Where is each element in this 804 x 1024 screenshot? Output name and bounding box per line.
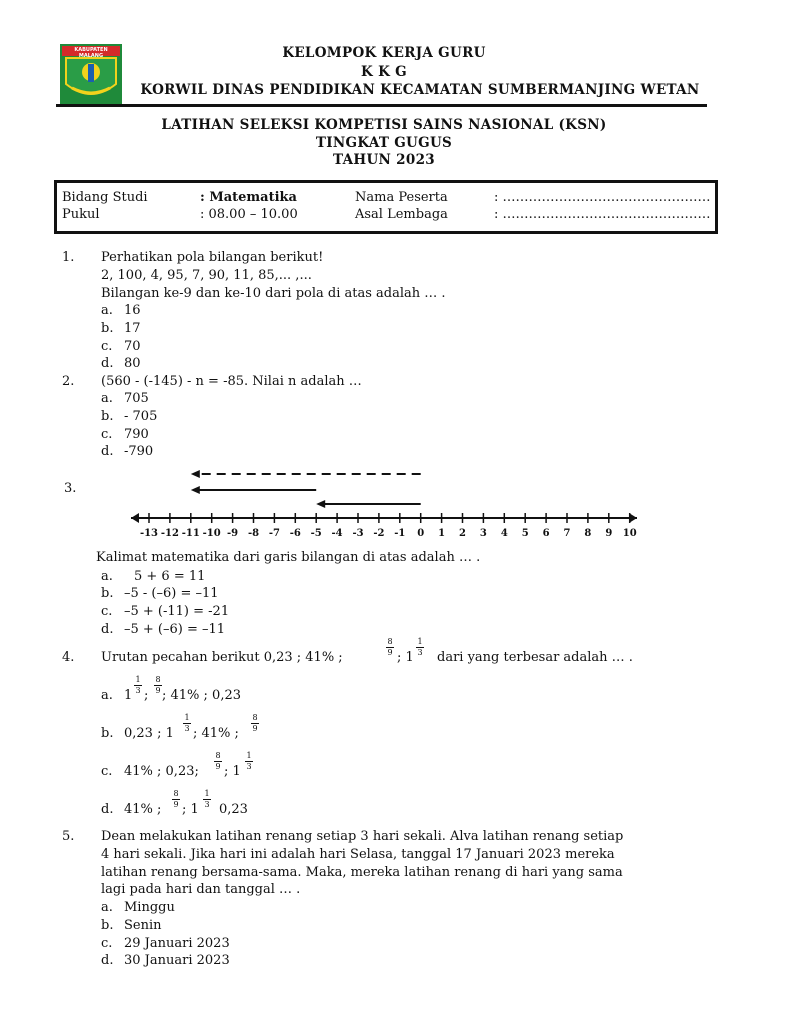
q1-question: Bilangan ke-9 dan ke-10 dari pola di atas adalah … . — [101, 286, 446, 301]
tick-label: -3 — [352, 528, 364, 539]
header-line-kkg: K K G — [361, 64, 407, 80]
q4-option-a[interactable]: 1 1 3 ; 8 9 ; 41% ; 0,23 — [124, 675, 241, 703]
fraction-8-9: 8 9 — [387, 637, 393, 657]
q1-option-b[interactable]: 17 — [124, 321, 141, 336]
tick-label: -8 — [247, 528, 260, 539]
q4-option-d-label: d. — [101, 802, 114, 817]
q4-text-part3: dari yang terbesar adalah … . — [437, 650, 633, 665]
q4-option-d[interactable]: 41% ; 8 9 ; 1 1 3 0,23 — [124, 789, 248, 817]
q2-option-a[interactable]: 705 — [124, 391, 149, 406]
q1-option-d-label: d. — [101, 356, 114, 371]
fraction-8-9: 8 9 — [173, 789, 179, 809]
number-line-diagram — [125, 460, 645, 539]
q4-text-part2: ; 1 — [397, 650, 414, 665]
q1-option-c[interactable]: 70 — [124, 339, 141, 354]
fraction-8-9: 8 9 — [155, 675, 161, 695]
q3-option-d[interactable]: –5 + (–6) = –11 — [124, 622, 226, 637]
q2-option-c-label: c. — [101, 427, 113, 442]
q3-question: Kalimat matematika dari garis bilangan di atas adalah … . — [96, 550, 481, 565]
tick-label: -13 — [139, 528, 159, 539]
q4-number: 4. — [62, 650, 75, 665]
tick-label: -9 — [227, 528, 239, 539]
tick-label: 10 — [622, 528, 637, 539]
fraction-1-3: 1 3 — [135, 675, 141, 695]
tick-label: 9 — [605, 528, 613, 539]
q4-option-b-label: b. — [101, 726, 114, 741]
q1-option-a-label: a. — [101, 303, 113, 318]
nama-peserta-label: Nama Peserta — [355, 190, 448, 205]
tick-label: 4 — [500, 528, 508, 539]
q5-option-b-label: b. — [101, 918, 114, 933]
q1-option-b-label: b. — [101, 321, 114, 336]
tick-label: 5 — [521, 528, 529, 539]
q5-option-c[interactable]: 29 Januari 2023 — [124, 936, 230, 951]
q5-option-a-label: a. — [101, 900, 113, 915]
tick-label: -12 — [160, 528, 179, 539]
tick-label: 0 — [417, 528, 425, 539]
q5-text-line-2: 4 hari sekali. Jika hari ini adalah hari Selasa, tanggal 17 Januari 2023 mereka — [101, 847, 615, 862]
q4-text-part1: Urutan pecahan berikut 0,23 ; 41% ; — [101, 650, 343, 665]
tick-label: 1 — [438, 528, 446, 539]
q2-option-d[interactable]: -790 — [124, 444, 154, 459]
fraction-1-3: 1 3 — [246, 751, 252, 771]
q2-option-b-label: b. — [101, 409, 114, 424]
fraction-8-9: 8 9 — [252, 713, 258, 733]
axis-left-arrowhead — [131, 513, 139, 523]
q2-number: 2. — [62, 374, 75, 389]
pukul-value: : 08.00 – 10.00 — [200, 207, 298, 222]
fraction-1-3: 1 3 — [417, 637, 423, 657]
bidang-studi-label: Bidang Studi — [62, 190, 148, 205]
q5-text-line-4: lagi pada hari dan tanggal … . — [101, 882, 301, 897]
q3-number: 3. — [64, 481, 77, 496]
arrow-minus5-to-minus11-head — [191, 486, 200, 494]
tick-label: -1 — [394, 528, 406, 539]
q1-option-d[interactable]: 80 — [124, 356, 141, 371]
tick-label: 6 — [542, 528, 550, 539]
title-line-2: TINGKAT GUGUS — [315, 135, 453, 151]
tick-label: -6 — [289, 528, 301, 539]
q1-option-c-label: c. — [101, 339, 113, 354]
tick-label: -5 — [310, 528, 322, 539]
q4-option-c-label: c. — [101, 764, 113, 779]
q3-option-c-label: c. — [101, 604, 113, 619]
q2-option-b[interactable]: - 705 — [124, 409, 158, 424]
q4-option-a-label: a. — [101, 688, 113, 703]
fraction-8-9: 8 9 — [215, 751, 221, 771]
q3-option-b-label: b. — [101, 586, 114, 601]
nama-peserta-field[interactable]: : ………………………………………… — [494, 190, 711, 205]
tick-label: -11 — [181, 528, 200, 539]
header-line-korwil: KORWIL DINAS PENDIDIKAN KECAMATAN SUMBERMANJING WETAN — [140, 82, 700, 98]
dashed-arrow-head — [191, 470, 200, 478]
q5-option-d-label: d. — [101, 953, 114, 968]
fraction-1-3: 1 3 — [204, 789, 210, 809]
bidang-studi-value: : Matematika — [200, 190, 297, 205]
q5-option-c-label: c. — [101, 936, 113, 951]
q3-option-d-label: d. — [101, 622, 114, 637]
title-line-1: LATIHAN SELEKSI KOMPETISI SAINS NASIONAL (KSN) — [161, 117, 607, 133]
q2-option-a-label: a. — [101, 391, 113, 406]
q5-option-b[interactable]: Senin — [124, 918, 162, 933]
q3-option-c[interactable]: –5 + (-11) = -21 — [124, 604, 230, 619]
q5-text-line-3: latihan renang bersama-sama. Maka, mereka latihan renang di hari yang sama — [101, 865, 623, 880]
tick-label: -7 — [268, 528, 280, 539]
q3-option-b[interactable]: –5 - (–6) = –11 — [124, 586, 219, 601]
q5-option-a[interactable]: Minggu — [124, 900, 175, 915]
q2-text: (560 - (-145) - n = -85. Nilai n adalah … — [101, 374, 362, 389]
tick-label: -4 — [331, 528, 343, 539]
q4-option-b[interactable]: 0,23 ; 1 1 3 ; 41% ; 8 9 — [124, 726, 284, 744]
arrow-0-to-minus5-head — [316, 500, 325, 508]
header-divider — [56, 104, 707, 107]
title-line-3: TAHUN 2023 — [333, 152, 435, 168]
q1-option-a[interactable]: 16 — [124, 303, 141, 318]
q1-sequence: 2, 100, 4, 95, 7, 90, 11, 85,... ,... — [101, 268, 312, 283]
asal-lembaga-label: Asal Lembaga — [355, 207, 448, 222]
fraction-1-3: 1 3 — [184, 713, 190, 733]
tick-label: 2 — [459, 528, 466, 539]
q3-option-a-label: a. — [101, 569, 113, 584]
q2-option-d-label: d. — [101, 444, 114, 459]
pukul-label: Pukul — [62, 207, 100, 222]
header-line-kkg-full: KELOMPOK KERJA GURU — [282, 45, 486, 61]
tick-label: -10 — [202, 528, 221, 539]
q4-option-c[interactable]: 41% ; 0,23; 8 9 ; 1 1 3 — [124, 764, 284, 782]
q2-option-c[interactable]: 790 — [124, 427, 149, 442]
q1-text: Perhatikan pola bilangan berikut! — [101, 250, 324, 265]
q5-text-line-1: Dean melakukan latihan renang setiap 3 hari sekali. Alva latihan renang setiap — [101, 829, 624, 844]
tick-label: -2 — [373, 528, 385, 539]
tick-label: 7 — [563, 528, 571, 539]
logo-text: KABUPATEN MALANG — [74, 47, 108, 59]
q5-number: 5. — [62, 829, 75, 844]
asal-lembaga-field[interactable]: : ………………………………………… — [494, 207, 711, 222]
q3-option-a[interactable]: 5 + 6 = 11 — [134, 569, 206, 584]
q5-option-d[interactable]: 30 Januari 2023 — [124, 953, 230, 968]
tick-label: 3 — [479, 528, 487, 539]
tick-label: 8 — [584, 528, 592, 539]
q1-number: 1. — [62, 250, 75, 265]
